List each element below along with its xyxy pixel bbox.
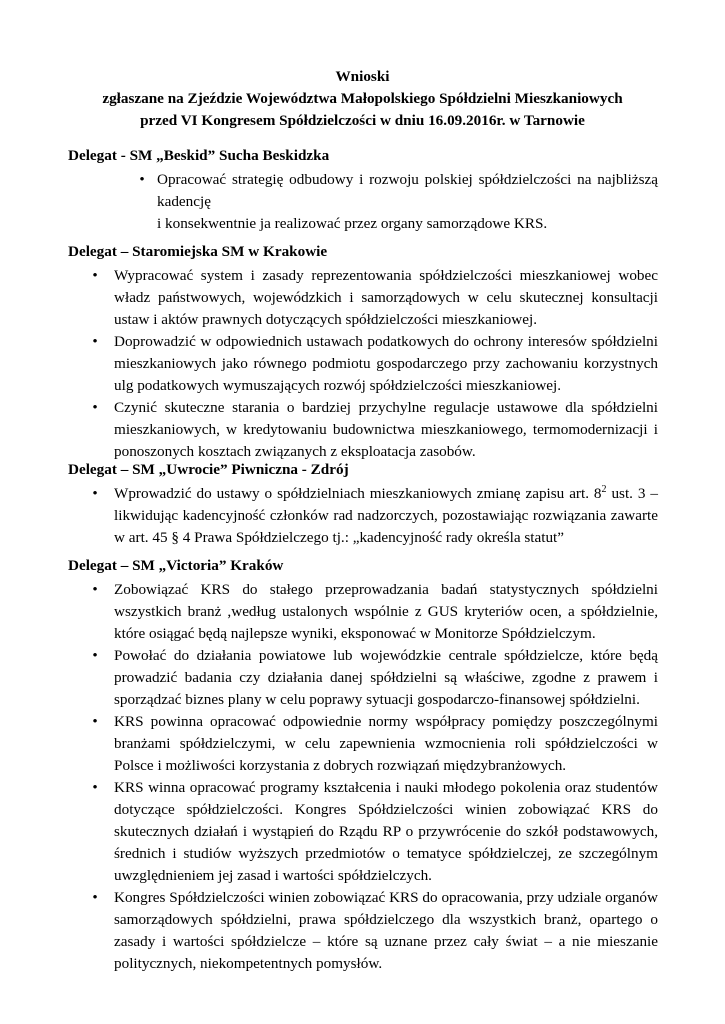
list-item-text: Zobowiązać KRS do stałego przeprowadzania badań statystycznych spółdzielni wszystkich branż ,według ustalonych wspólnie z GUS kryteriów ocen, a spółdzielnie, które osiągać będą najlepsze wyniki, eksponować w Monitorze Spółdzielczym.	[114, 581, 658, 642]
list-item	[68, 483, 658, 549]
list-item-text: Opracować strategię odbudowy i rozwoju polskiej spółdzielczości na najbliższą kadencję	[157, 171, 658, 210]
list-item-text: Czynić skuteczne starania o bardziej przychylne regulacje ustawowe dla spółdzielni mieszkaniowych, w kredytowaniu budownictwa mieszkaniowego, termomodernizacji i ponoszonych kosztach związanych z eksploatacja zasobów.	[114, 399, 658, 460]
superscript: 2	[601, 484, 607, 495]
list-item	[68, 331, 658, 397]
proposal-list	[68, 265, 658, 463]
section-beskid	[68, 145, 658, 235]
list-item-text: KRS winna opracować programy kształcenia i nauki młodego pokolenia oraz studentów dotyczące spółdzielczości. Kongres Spółdzielczości winien zobowiązać KRS do skutecznych działań i wystąpień do Rządu RP o przywrócenie do szkół podstawowych, średnich i studiów wyższych przedmiotów o tematyce spółdzielczej, ze szczególnym uwzględnieniem jej zasad i wartości spółdzielczych.	[114, 779, 658, 884]
proposal-list	[68, 579, 658, 975]
bullet-icon: •	[92, 333, 98, 350]
bullet-icon: •	[92, 267, 98, 284]
list-item	[68, 711, 658, 777]
proposal-list	[68, 483, 658, 549]
section-victoria	[68, 555, 658, 975]
section-uwrocie	[68, 459, 658, 549]
list-item	[68, 397, 658, 463]
list-item-continuation: i konsekwentnie ja realizować przez organy samorządowe KRS.	[157, 215, 548, 232]
list-item	[68, 265, 658, 331]
bullet-icon: •	[92, 581, 98, 598]
section-heading: Delegat – Staromiejska SM w Krakowie	[68, 243, 328, 260]
bullet-icon: •	[92, 779, 98, 796]
bullet-icon: •	[92, 889, 98, 906]
list-item-text: Wprowadzić do ustawy o spółdzielniach mieszkaniowych zmianę zapisu art. 8	[114, 485, 602, 502]
list-item-text: Wypracować system i zasady reprezentowania spółdzielczości mieszkaniowej wobec władz państwowych, wojewódzkich i samorządowych w celu skutecznej konsultacji ustaw i aktów prawnych dotyczących spółdzielczości mieszkaniowej.	[114, 267, 658, 328]
document-subtitle-line-1: zgłaszane na Zjeździe Województwa Małopolskiego Spółdzielni Mieszkaniowych	[102, 90, 623, 107]
list-item	[68, 887, 658, 975]
list-item	[68, 579, 658, 645]
bullet-icon: •	[139, 171, 145, 188]
list-item-text: Kongres Spółdzielczości winien zobowiązać KRS do opracowania, przy udziale organów samorządowych spółdzielni, prawa spółdzielczego dla wszystkich branż, opartego o zasady i wartości spółdzielcze – które są uznane przez cały świat – a nie mieszanie politycznych, niekompetentnych pomysłów.	[114, 889, 658, 972]
list-item	[68, 777, 658, 887]
section-heading: Delegat – SM „Victoria” Kraków	[68, 557, 284, 574]
document-subtitle-line-2: przed VI Kongresem Spółdzielczości w dniu 16.09.2016r. w Tarnowie	[140, 112, 585, 129]
proposal-list	[68, 169, 658, 235]
list-item-text-cont: ust. 3 – likwidując kadencyjność członków rad nadzorczych, pozostawiając rozwiązania zawarte w art. 45 § 4 Prawa Spółdzielczego tj.: „kadencyjność rady określa statut”	[114, 485, 659, 546]
bullet-icon: •	[92, 713, 98, 730]
bullet-icon: •	[92, 485, 98, 502]
list-item	[68, 169, 658, 235]
section-heading: Delegat - SM „Beskid” Sucha Beskidzka	[68, 147, 330, 164]
bullet-icon: •	[92, 399, 98, 416]
list-item	[68, 645, 658, 711]
list-item-text: Powołać do działania powiatowe lub wojewódzkie centrale spółdzielcze, które będą prowadzić badania czy działania danej spółdzielni są właściwe, zgodne z prawem i sporządzać biznes plany w celu poprawy sytuacji gospodarczo-finansowej spółdzielni.	[114, 647, 658, 708]
list-item-text: Doprowadzić w odpowiednich ustawach podatkowych do ochrony interesów spółdzielni mieszkaniowych jako równego podmiotu gospodarczego przy zachowaniu korzystnych ulg podatkowych wymuszających rozwój spółdzielczości mieszkaniowej.	[114, 333, 658, 394]
document-title: Wnioski	[335, 68, 390, 85]
section-heading: Delegat – SM „Uwrocie” Piwniczna - Zdrój	[68, 461, 349, 478]
list-item-text: KRS powinna opracować odpowiednie normy współpracy pomiędzy poszczególnymi branżami spółdzielczymi, w celu zapewnienia wzmocnienia roli spółdzielczości w Polsce i możliwości korzystania z dobrych rozwiązań międzybranżowych.	[114, 713, 658, 774]
bullet-icon: •	[92, 647, 98, 664]
section-staromiejska	[68, 241, 658, 463]
